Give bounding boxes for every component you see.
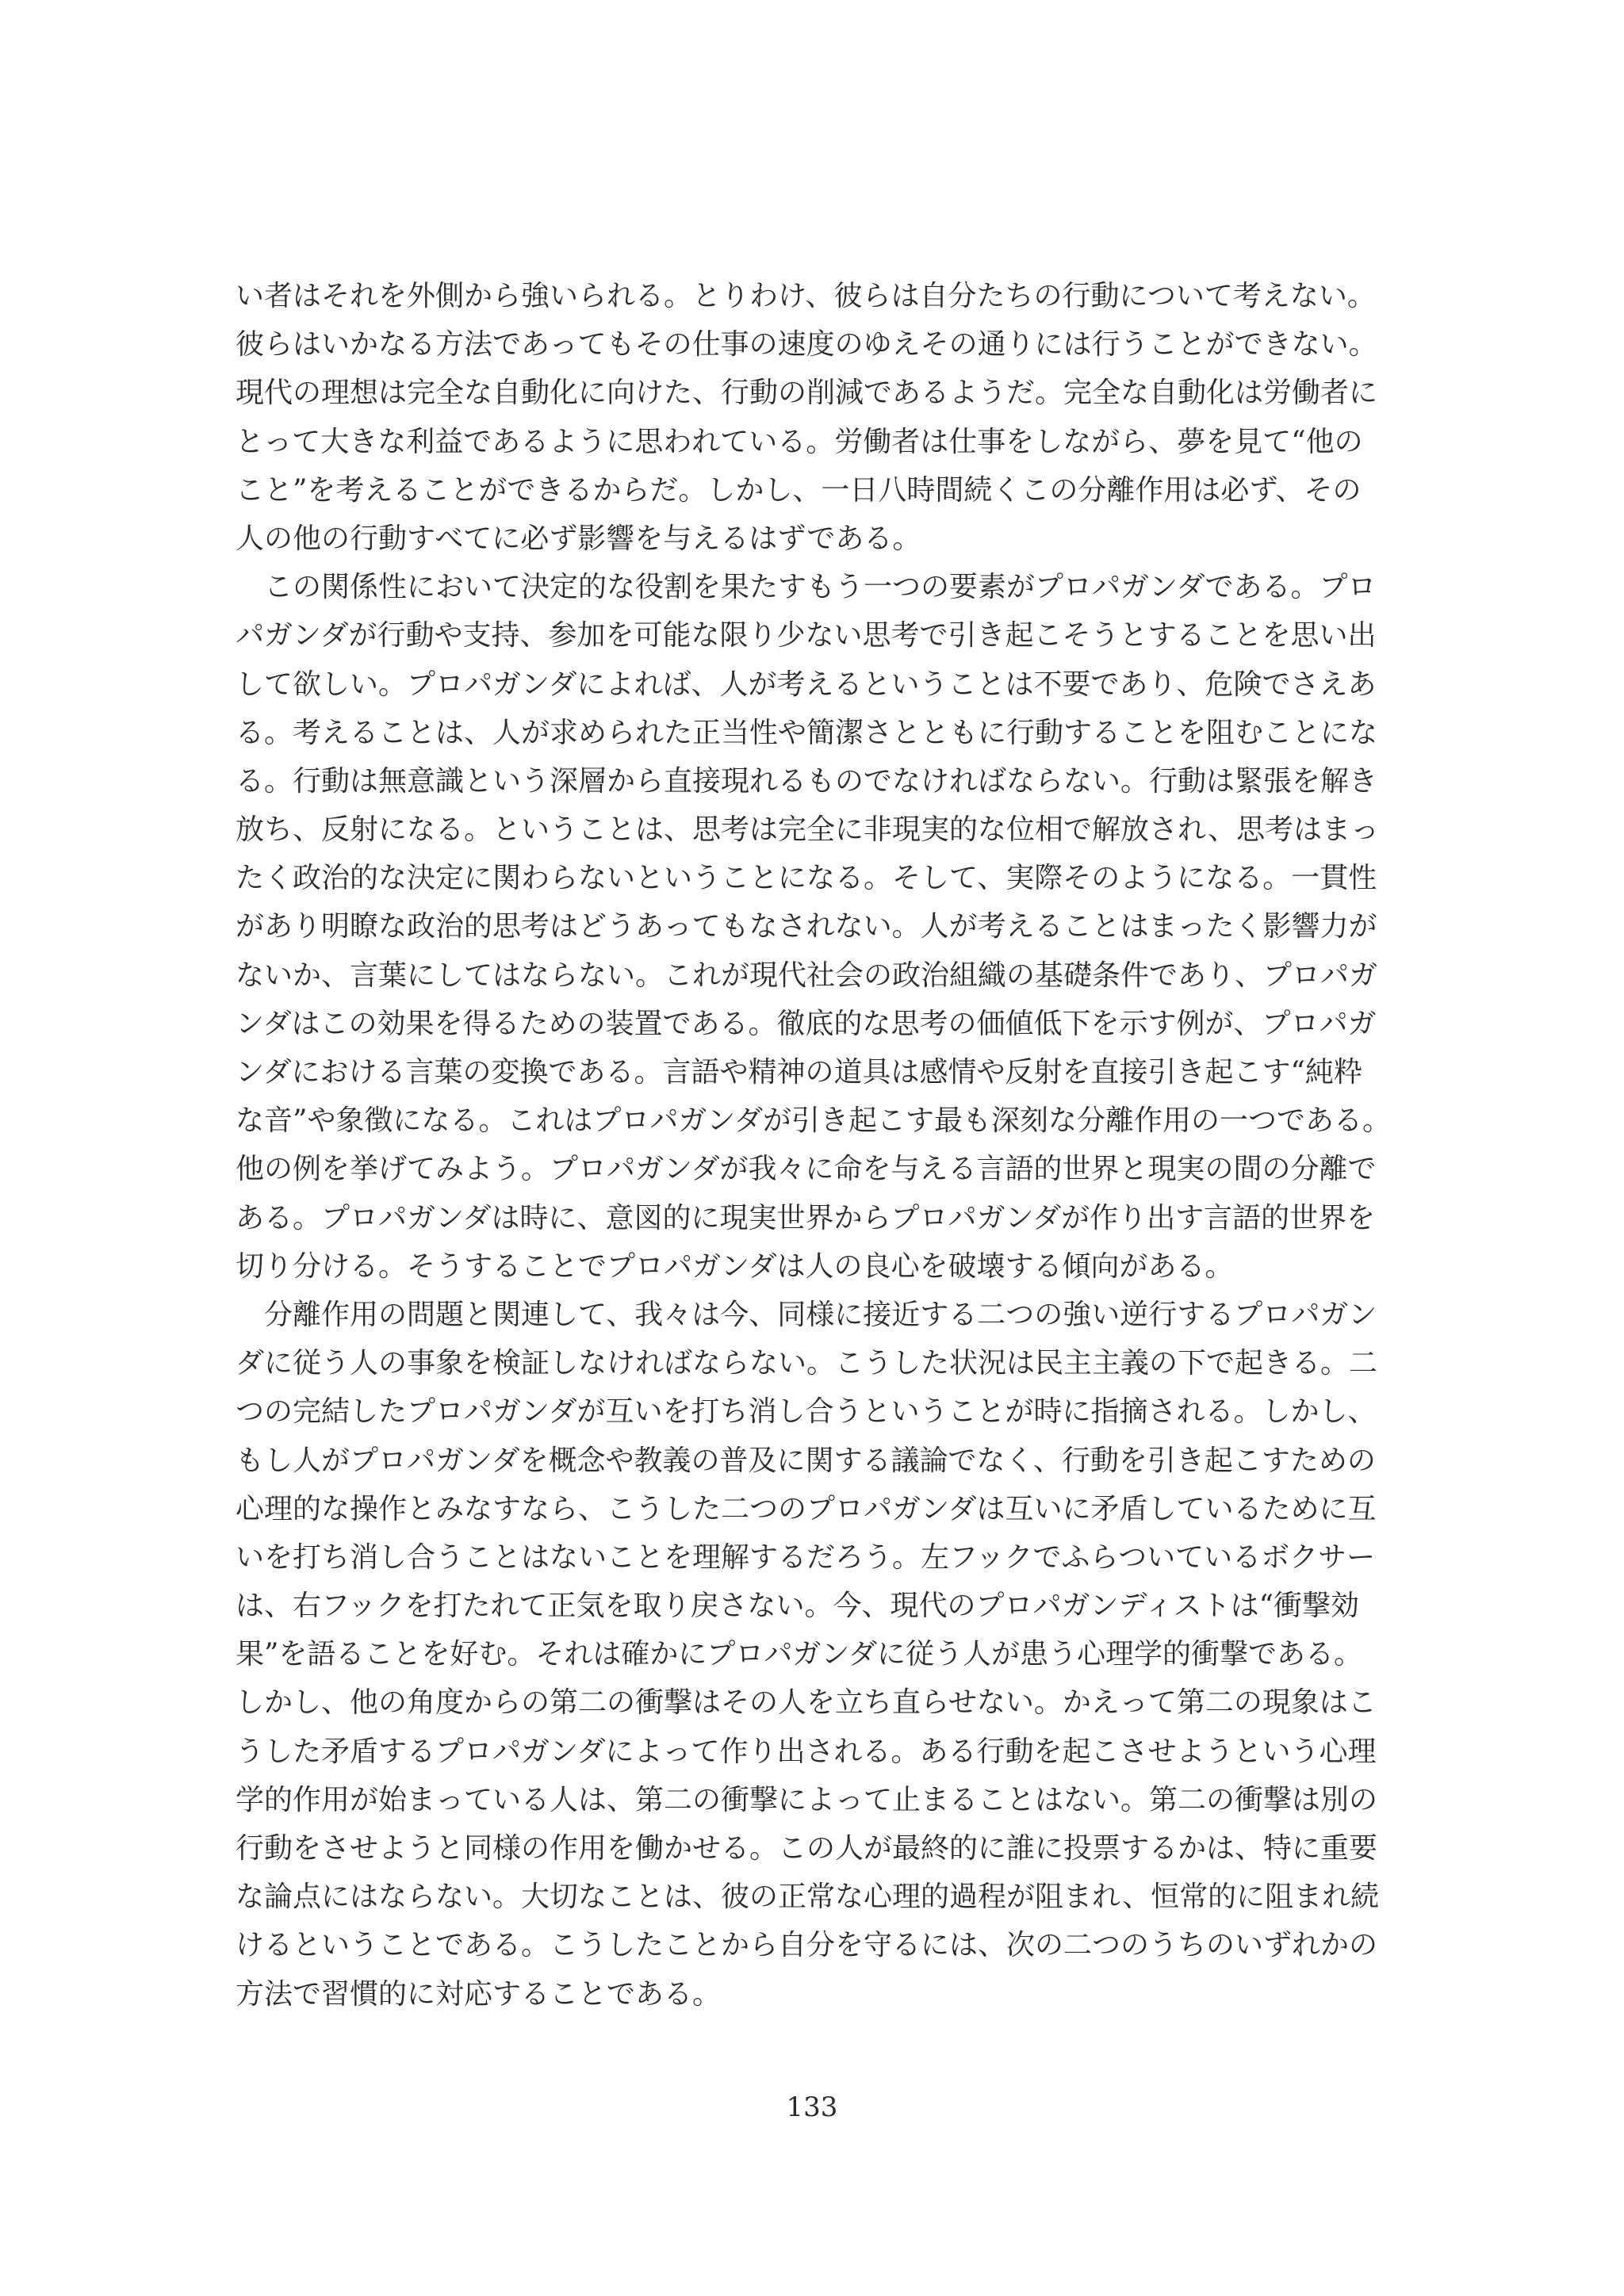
text-line: 彼らはいかなる方法であってもその仕事の速度のゆえその通りには行うことができない。 [236,328,1377,362]
text-line: ンダにおける言葉の変換である。言語や精神の道具は感情や反射を直接引き起こす“純粋 [236,1056,1362,1089]
text-line: 切り分ける。そうすることでプロパガンダは人の良心を破壊する傾向がある。 [236,1249,1234,1283]
text-line: 行動をさせようと同様の作用を働かせる。この人が最終的に誰に投票するかは、特に重要 [236,1832,1378,1865]
text-line: 人の他の行動すべてに必ず影響を与えるはずである。 [236,522,921,555]
text-line: 方法で習慣的に対応することである。 [236,1977,722,2011]
text-line: いを打ち消し合うことはないことを理解するだろう。左フックでふらついているボクサー [236,1540,1376,1574]
text-line: る。行動は無意識という深層から直接現れるものでなければならない。行動は緊張を解き [236,764,1378,798]
text-line: たく政治的な決定に関わらないということになる。そして、実際そのようになる。一貫性 [236,862,1377,895]
text-line: しかし、他の角度からの第二の衝撃はその人を立ち直らせない。かえって第二の現象はこ [236,1686,1377,1720]
text-line: ダに従う人の事象を検証しなければならない。こうした状況は民主主義の下で起きる。二 [236,1347,1378,1380]
text-line: は、右フックを打たれて正気を取り戻さない。今、現代のプロパガンディストは“衝撃効 [236,1590,1360,1623]
page-number: 133 [786,2091,838,2123]
text-line: る。考えることは、人が求められた正当性や簡潔さとともに行動することを阻むことにな [236,716,1378,749]
text-line: い者はそれを外側から強いられる。とりわけ、彼らは自分たちの行動について考えない。 [236,280,1376,312]
text-line: もし人がプロパガンダを概念や教義の普及に関する議論でなく、行動を引き起こすための [236,1444,1376,1477]
text-line: 果”を語ることを好む。それは確かにプロパガンダに従う人が患う心理学的衝撃である。 [236,1638,1362,1671]
text-line: な論点にはならない。大切なことは、彼の正常な心理的過程が阻まれ、恒常的に阻まれ続 [236,1881,1380,1914]
text-line: つの完結したプロパガンダが互いを打ち消し合うということが時に指摘される。しかし、 [236,1395,1377,1429]
text-line: 心理的な操作とみなすなら、こうした二つのプロパガンダは互いに矛盾しているために互 [236,1492,1377,1525]
text-line: 学的作用が始まっている人は、第二の衝撃によって止まることはない。第二の衝撃は別の [236,1783,1378,1816]
body-text [236,272,1398,2019]
text-line: けるということである。こうしたことから自分を守るには、次の二つのうちのいずれかの [236,1929,1378,1962]
text-line: 現代の理想は完全な自動化に向けた、行動の削減であるようだ。完全な自動化は労働者に [236,377,1378,410]
text-line: 放ち、反射になる。ということは、思考は完全に非現実的な位相で解放され、思考はまっ [236,813,1380,847]
text-line: とって大きな利益であるように思われている。労働者は仕事をしながら、夢を見て“他の [236,425,1363,458]
text-line: この関係性において決定的な役割を果たすもう一つの要素がプロパガンダである。プロ [236,571,1377,604]
text-line: して欲しい。プロパガンダによれば、人が考えるということは不要であり、危険でさえあ [236,668,1377,701]
text-line: パガンダが行動や支持、参加を可能な限り少ない思考で引き起こそうとすることを思い出 [236,619,1377,652]
text-line: うした矛盾するプロパガンダによって作り出される。ある行動を起こさせようという心理 [236,1735,1377,1768]
text-line: があり明瞭な政治的思考はどうあってもなされない。人が考えることはまったく影響力が [236,910,1377,943]
text-line: 分離作用の問題と関連して、我々は今、同様に接近する二つの強い逆行するプロパガン [236,1298,1377,1331]
text-line: ある。プロパガンダは時に、意図的に現実世界からプロパガンダが作り出す言語的世界を [236,1201,1376,1234]
text-line: な音”や象徴になる。これはプロパガンダが引き起こす最も深刻な分離作用の一つである。 [236,1104,1391,1138]
text-line: ないか、言葉にしてはならない。これが現代社会の政治組織の基礎条件であり、プロパガ [236,959,1378,992]
text-line: ンダはこの効果を得るための装置である。徹底的な思考の価値低下を示す例が、プロパガ [236,1007,1377,1040]
text-line: こと”を考えることができるからだ。しかし、一日八時間続くこの分離作用は必ず、その [236,473,1362,507]
text-line: 他の例を挙げてみよう。プロパガンダが我々に命を与える言語的世界と現実の間の分離で [236,1153,1377,1186]
